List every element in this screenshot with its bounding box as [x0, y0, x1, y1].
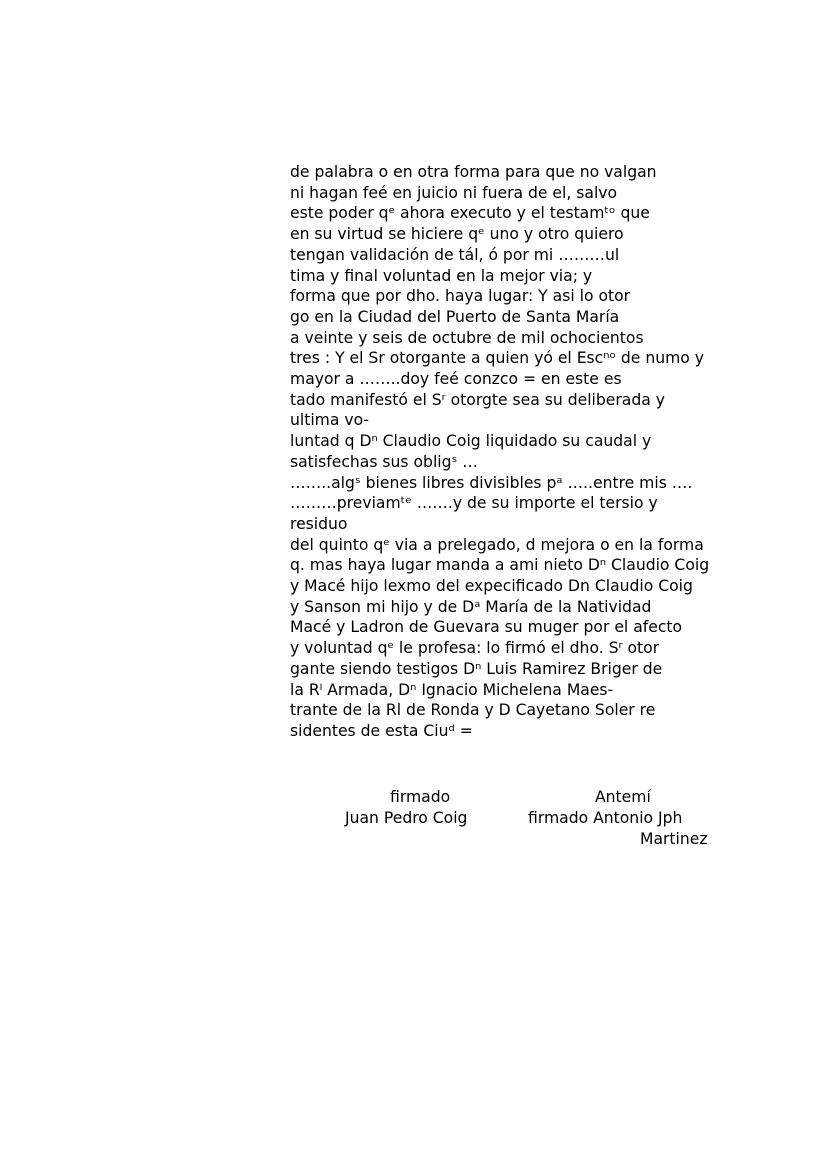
text-line: ultima vo-	[290, 411, 370, 430]
text-line: ………previamᵗᵉ …….y de su importe el tersio y	[290, 494, 658, 513]
signature-right-surname: Martinez	[640, 830, 708, 848]
text-line: y voluntad qᵉ le profesa: lo firmó el dho. Sʳ otor	[290, 639, 660, 658]
text-line: forma que por dho. haya lugar: Y asi lo otor	[290, 287, 631, 306]
text-line: ni hagan feé en juicio ni fuera de el, salvo	[290, 183, 618, 202]
text-line: este poder qᵉ ahora executo y el testamᵗᵒ que	[290, 204, 650, 223]
text-line: tengan validación de tál, ó por mi ………ul	[290, 245, 620, 264]
signature-left-name: Juan Pedro Coig	[345, 809, 468, 827]
text-line: de palabra o en otra forma para que no valgan	[290, 163, 657, 181]
text-line: sidentes de esta Ciuᵈ =	[290, 721, 473, 740]
signature-left-firmado: firmado	[390, 788, 451, 806]
text-line: ……..algˢ bienes libres divisibles pᵃ …..entre mis ….	[290, 473, 693, 492]
signature-right-name: firmado Antonio Jph	[528, 809, 683, 827]
text-line: la Rˡ Armada, Dⁿ Ignacio Michelena Maes-	[290, 680, 614, 699]
text-line: y Macé hijo lexmo del expecificado Dn Claudio Coig	[290, 577, 693, 596]
text-line: y Sanson mi hijo y de Dᵃ María de la Natividad	[290, 597, 652, 616]
text-line: a veinte y seis de octubre de mil ochocientos	[290, 328, 644, 347]
text-line: trante de la Rl de Ronda y D Cayetano Soler re	[290, 701, 656, 720]
text-line: tres : Y el Sr otorgante a quien yó el Escⁿᵒ de numo y	[290, 349, 705, 368]
text-line: tima y final voluntad en la mejor via; y	[290, 266, 593, 285]
text-line: en su virtud se hiciere qᵉ uno y otro quiero	[290, 225, 624, 244]
signature-right-antemi: Antemí	[595, 788, 651, 806]
text-line: go en la Ciudad del Puerto de Santa María	[290, 307, 620, 326]
text-line: mayor a ……..doy feé conzco = en este es	[290, 370, 622, 389]
transcription-body	[290, 162, 790, 742]
text-line: Macé y Ladron de Guevara su muger por el afecto	[290, 618, 683, 637]
text-line: gante siendo testigos Dⁿ Luis Ramirez Briger de	[290, 659, 663, 678]
text-line: tado manifestó el Sʳ otorgte sea su deliberada y	[290, 390, 665, 409]
text-line: q. mas haya lugar manda a ami nieto Dⁿ Claudio Coig	[290, 556, 710, 575]
text-line: residuo	[290, 514, 348, 533]
text-line: del quinto qᵉ via a prelegado, d mejora o en la forma	[290, 535, 704, 554]
text-line: luntad q Dⁿ Claudio Coig liquidado su caudal y	[290, 432, 652, 451]
text-line: satisfechas sus obligˢ …	[290, 452, 478, 471]
